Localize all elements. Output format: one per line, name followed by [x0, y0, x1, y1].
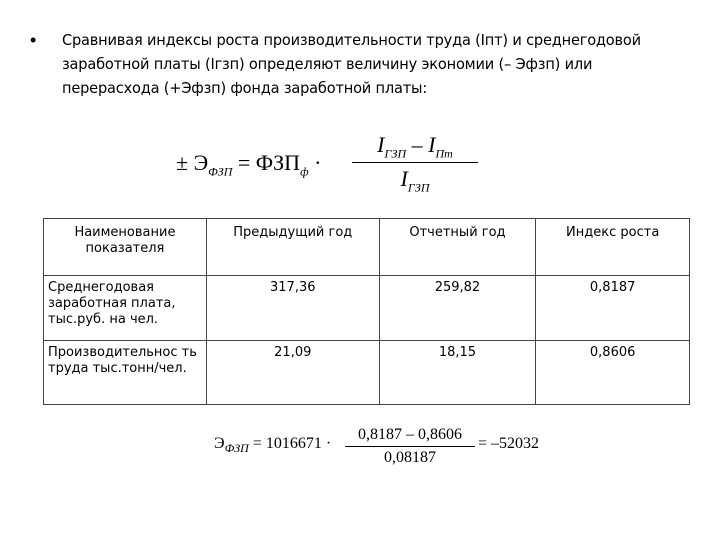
header-previous-year: Предыдущий год: [206, 219, 379, 276]
calc-result: = –52032: [478, 435, 540, 452]
formula-lhs-prefix: ± Э: [176, 150, 209, 175]
formula-denominator: [350, 163, 480, 197]
row-report-value: 259,82: [379, 276, 536, 341]
formula-num-b-sub: Пт: [435, 146, 453, 161]
calc-denominator: 0,08187: [384, 449, 436, 466]
row-previous-value: 317,36: [206, 276, 379, 341]
header-growth-index: Индекс роста: [536, 219, 690, 276]
row-previous-value: 21,09: [206, 341, 379, 405]
calc-lhs-sub: ФЗП: [224, 441, 249, 456]
bullet-marker: •: [30, 30, 37, 50]
calc-numerator: 0,8187 – 0,8606: [358, 426, 462, 443]
header-indicator: Наименование показателя: [44, 219, 207, 276]
formula-num-a-sub: ГЗП: [384, 146, 407, 161]
row-index-value: 0,8187: [536, 276, 690, 341]
formula-num-minus: – I: [406, 132, 436, 157]
calc-fraction: [345, 424, 475, 469]
formula-lhs: [176, 150, 321, 179]
indices-table: [43, 218, 690, 405]
bullet-text: Сравнивая индексы роста производительности труда (Iпт) и среднегодовой заработной платы (Iгзп) определяют величину экономии (– Эфзп) или перерасхода (+Эфзп) фонда заработной платы:: [62, 31, 641, 97]
formula-fraction: [350, 128, 480, 197]
formula-eq-sub: ф: [300, 164, 309, 179]
calc-lhs: [214, 435, 331, 456]
table-row: [44, 276, 690, 341]
table-row: [44, 341, 690, 405]
table-header-row: [44, 219, 690, 276]
header-report-year: Отчетный год: [379, 219, 536, 276]
calc-lhs-symbol: Э: [214, 435, 225, 452]
row-indicator-name: Производительнос ть труда тыс.тонн/чел.: [44, 341, 207, 405]
formula-den: I: [400, 166, 408, 191]
savings-formula: [168, 128, 488, 200]
row-report-value: 18,15: [379, 341, 536, 405]
formula-num-a: I: [377, 132, 385, 157]
formula-den-sub: ГЗП: [407, 180, 430, 195]
row-indicator-name: Среднегодовая заработная плата, тыс.руб. на чел.: [44, 276, 207, 341]
formula-lhs-sub: ФЗП: [208, 164, 233, 179]
row-index-value: 0,8606: [536, 341, 690, 405]
calc-eq: = 1016671 ·: [248, 435, 332, 452]
calculation-formula: [214, 424, 554, 472]
formula-dot: ·: [308, 150, 322, 175]
formula-eq: = ФЗП: [232, 150, 301, 175]
bullet-paragraph: [20, 28, 700, 100]
formula-numerator: [350, 128, 480, 162]
